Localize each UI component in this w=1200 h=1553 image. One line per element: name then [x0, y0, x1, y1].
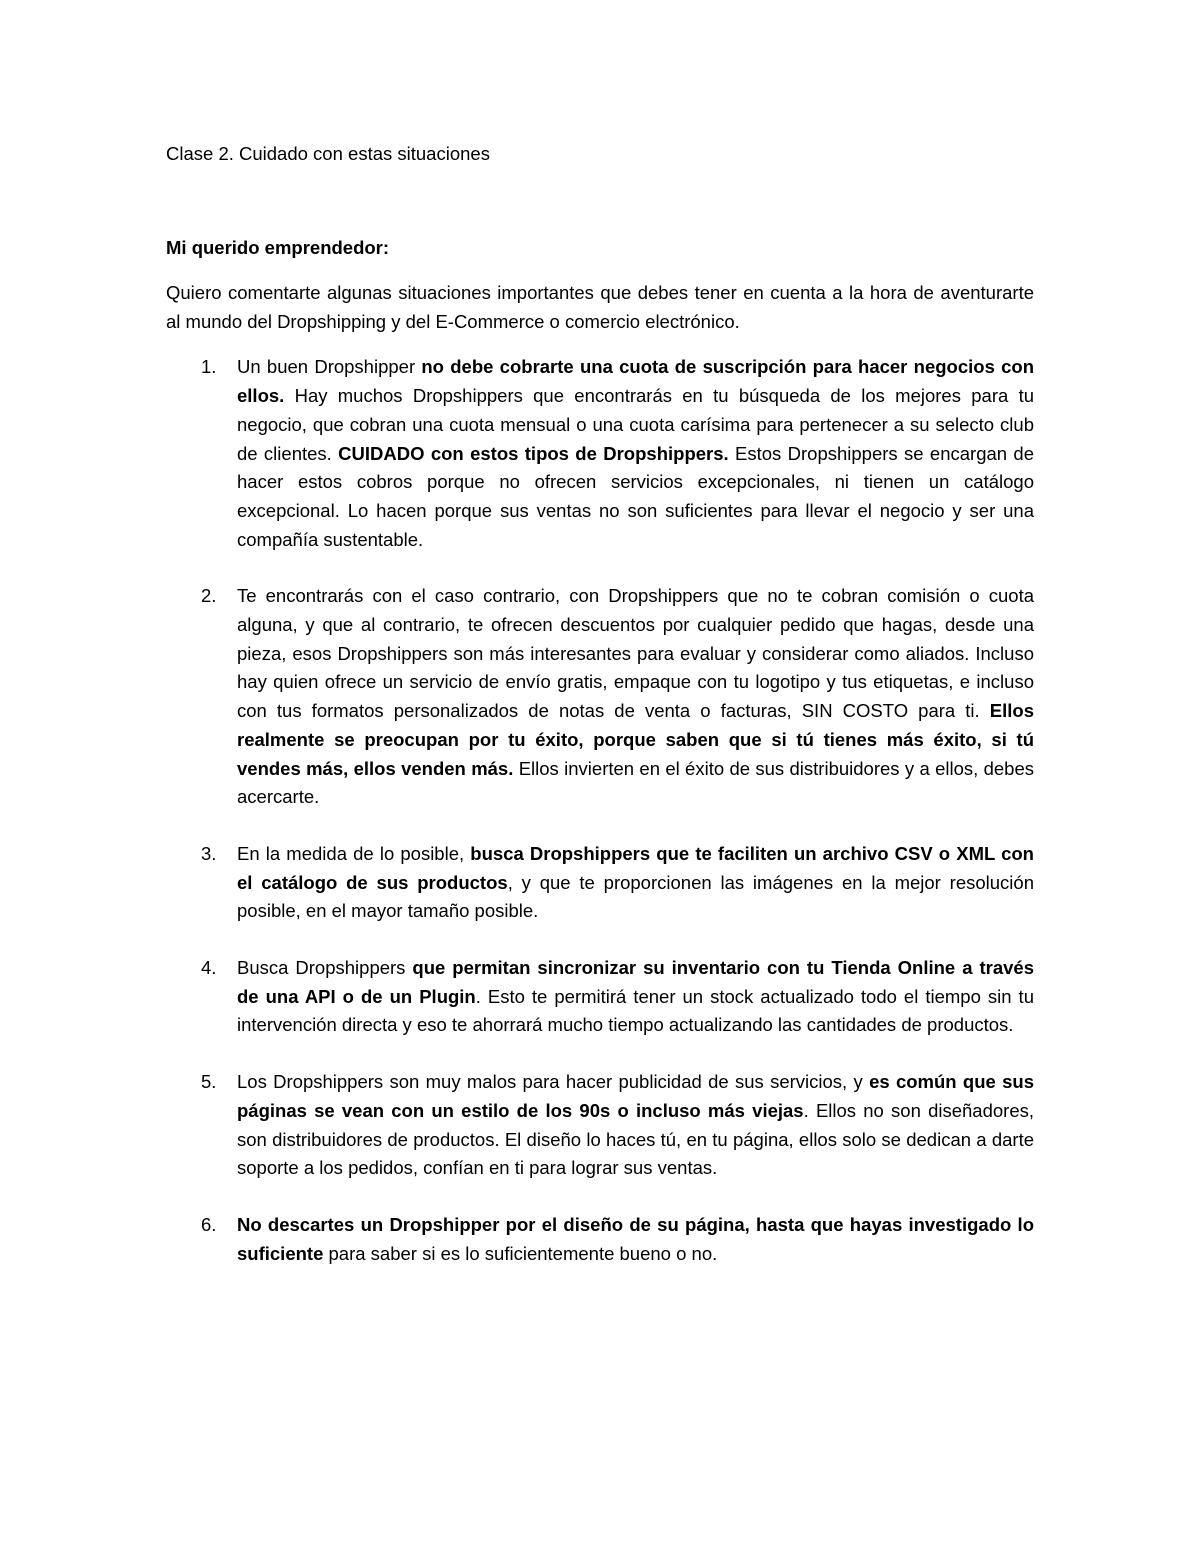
numbered-list: [166, 353, 1034, 1268]
salutation: Mi querido emprendedor:: [166, 237, 390, 258]
item-bold-text: que permitan sincronizar su inventario con tu Tienda Online a través de una API o de un Plugin: [237, 957, 1034, 1007]
item-text: Hay muchos Dropshippers que encontrarás en tu búsqueda de los mejores para tu negocio, que cobran una cuota mensual o una cuota carísima para pertenecer a su selecto club de clientes.: [237, 385, 1034, 464]
item-text: , y que te proporcionen las imágenes en la mejor resolución posible, en el mayor tamaño posible.: [237, 871, 1034, 922]
item-bold-text: Ellos realmente se preocupan por tu éxito, porque saben que si tú tienes más éxito, si tú vendes más, ellos venden más.: [237, 700, 1034, 779]
item-bold-text: No descartes un Dropshipper por el diseño de su página, hasta que hayas investigado lo suficiente: [237, 1213, 1034, 1264]
list-item: [166, 1068, 1034, 1183]
item-text: para saber si es lo suficientemente bueno o no.: [323, 1242, 718, 1264]
item-text: Estos Dropshippers se encargan de hacer estos cobros porque no ofrecen servicios excepcionales, ni tienen un catálogo excepcional. Lo hacen porque sus ventas no son suficientes para llevar el negocio y ser una compañía sustentable.: [237, 442, 1034, 550]
item-bold-text: CUIDADO con estos tipos de Dropshippers.: [338, 442, 729, 464]
item-text: Un buen Dropshipper: [237, 356, 422, 378]
list-number: 4.: [201, 957, 217, 979]
item-text: Ellos invierten en el éxito de sus distribuidores y a ellos, debes acercarte.: [237, 757, 1035, 808]
item-text: En la medida de lo posible,: [237, 842, 471, 864]
item-bold-text: no debe cobrarte una cuota de suscripción para hacer negocios con ellos.: [237, 356, 1035, 407]
list-number: 2.: [201, 585, 217, 607]
list-item: [166, 1211, 1034, 1268]
list-number: 3.: [201, 842, 217, 864]
item-bold-text: busca Dropshippers que te faciliten un archivo CSV o XML con el catálogo de sus productos: [237, 842, 1034, 893]
list-item: [166, 954, 1034, 1040]
item-text: Los Dropshippers son muy malos para hacer publicidad de sus servicios, y: [237, 1071, 870, 1093]
item-text: . Esto te permitirá tener un stock actualizado todo el tiempo sin tu intervención directa y eso te ahorrará mucho tiempo actualizando las cantidades de productos.: [237, 985, 1034, 1036]
document-page: [166, 140, 1034, 1296]
item-text: Busca Dropshippers: [237, 957, 413, 979]
item-text: . Ellos no son diseñadores, son distribuidores de productos. El diseño lo haces tú, en tu página, ellos solo se dedican a darte soporte a los pedidos, confían en ti para lograr sus ventas.: [237, 1099, 1034, 1179]
list-item: [166, 582, 1034, 812]
list-number: 5.: [201, 1071, 217, 1093]
document-title: Clase 2. Cuidado con estas situaciones: [166, 143, 490, 164]
list-item: [166, 353, 1034, 554]
item-text: Te encontrarás con el caso contrario, con Dropshippers que no te cobran comisión o cuota alguna, y que al contrario, te ofrecen descuentos por cualquier pedido que hagas, desde una pieza, esos Dropshippers son más interesantes para evaluar y considerar como aliados. Incluso hay quien ofrece un servicio de envío gratis, empaque con tu logotipo y tus etiquetas, e incluso con tus formatos personalizados de notas de venta o facturas, SIN COSTO para ti.: [237, 585, 1034, 722]
list-item: [166, 840, 1034, 926]
intro-paragraph: Quiero comentarte algunas situaciones importantes que debes tener en cuenta a la hora de aventurarte al mundo del Dropshipping y del E-Commerce o comercio electrónico.: [166, 282, 1034, 332]
list-number: 1.: [201, 356, 217, 378]
item-bold-text: es común que sus páginas se vean con un estilo de los 90s o incluso más viejas: [237, 1071, 1035, 1121]
list-number: 6.: [201, 1213, 217, 1235]
